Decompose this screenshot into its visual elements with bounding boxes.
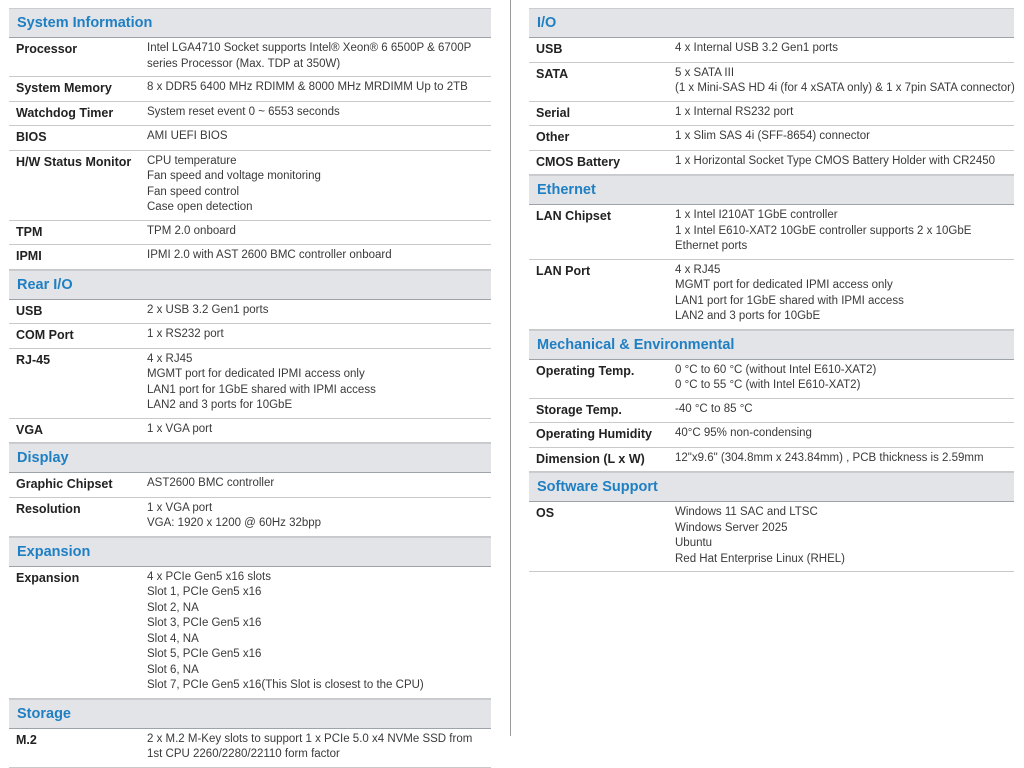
spec-value-line: 4 x RJ45: [675, 263, 721, 276]
spec-label: IPMI: [16, 249, 42, 263]
spec-value-line: LAN1 port for 1GbE shared with IPMI access: [147, 383, 376, 396]
column-divider: [510, 0, 511, 736]
spec-label: CMOS Battery: [536, 154, 621, 169]
spec-row-watchdog-timer: [9, 102, 491, 127]
spec-value: [675, 105, 1014, 122]
spec-value: [675, 426, 1014, 443]
spec-value-line: Slot 3, PCIe Gen5 x16: [147, 617, 262, 629]
spec-row-rj-45: [9, 349, 491, 419]
spec-value-line: MGMT port for dedicated IPMI access only: [675, 279, 893, 291]
spec-row-storage-temp: [529, 399, 1014, 424]
spec-label: Watchdog Timer: [16, 105, 114, 120]
spec-row-m-2: [9, 729, 491, 768]
spec-row-resolution: [9, 498, 491, 537]
spec-row-bios: [9, 126, 491, 151]
spec-value-line: System reset event 0 ~ 6553 seconds: [147, 105, 340, 118]
spec-value: [675, 402, 1014, 419]
spec-value: [675, 208, 1014, 255]
spec-label: Processor: [16, 42, 78, 56]
spec-value-line: Fan speed and voltage monitoring: [147, 170, 321, 182]
spec-value-line: 1 x Intel I210AT 1GbE controller: [675, 209, 838, 221]
spec-row-com-port: [9, 324, 491, 349]
spec-row-serial: [529, 102, 1014, 127]
spec-label: OS: [536, 506, 555, 520]
spec-label: Graphic Chipset: [16, 477, 113, 491]
spec-label: Other: [536, 130, 570, 144]
spec-value: [675, 41, 1014, 58]
spec-value-line: Windows 11 SAC and LTSC: [675, 506, 818, 518]
spec-row-os: [529, 502, 1014, 572]
spec-label: USB: [536, 42, 563, 56]
spec-value-line: 2 x M.2 M-Key slots to support 1 x PCIe 5.0 x4 NVMe SSD from: [147, 732, 473, 745]
spec-value-line: Intel LGA4710 Socket supports Intel® Xeon® 6 6500P & 6700P: [147, 42, 472, 54]
spec-value-line: Case open detection: [147, 201, 253, 213]
section-heading: Display: [9, 443, 491, 473]
spec-value-line: 2 x USB 3.2 Gen1 ports: [147, 303, 269, 316]
spec-row-usb: [9, 300, 491, 325]
spec-value-line: LAN2 and 3 ports for 10GbE: [147, 399, 293, 411]
section-heading: Software Support: [529, 472, 1014, 502]
section-rear-i-o: [9, 270, 491, 444]
spec-value-line: AMI UEFI BIOS: [147, 130, 228, 142]
spec-value-line: 12"x9.6" (304.8mm x 243.84mm) , PCB thickness is 2.59mm: [675, 451, 984, 464]
spec-value-line: 8 x DDR5 6400 MHz RDIMM & 8000 MHz MRDIMM Up to 2TB: [147, 81, 468, 93]
spec-row-lan-port: [529, 260, 1014, 330]
spec-value-line: AST2600 BMC controller: [147, 477, 275, 489]
spec-value-line: 5 x SATA III: [675, 66, 735, 79]
spec-value-line: 1st CPU 2260/2280/22110 form factor: [147, 748, 340, 760]
spec-label: System Memory: [16, 81, 112, 95]
section-mechanical-environmental: [529, 330, 1014, 473]
spec-value-line: 1 x Intel E610-XAT2 10GbE controller supports 2 x 10GbE: [675, 224, 972, 237]
spec-label: Dimension (L x W): [536, 451, 645, 466]
section-heading: Mechanical & Environmental: [529, 330, 1014, 360]
section-expansion: [9, 537, 491, 699]
spec-row-sata: [529, 63, 1014, 102]
spec-label: TPM: [16, 224, 43, 239]
spec-value-line: Red Hat Enterprise Linux (RHEL): [675, 552, 846, 565]
spec-value-line: Slot 2, NA: [147, 601, 199, 614]
spec-value-line: Fan speed control: [147, 185, 240, 198]
spec-value: [675, 154, 1014, 171]
spec-value: [147, 80, 491, 97]
spec-row-other: [529, 126, 1014, 151]
spec-value-line: 1 x RS232 port: [147, 328, 224, 340]
section-storage: [9, 699, 491, 768]
spec-label: LAN Chipset: [536, 209, 611, 223]
spec-label: BIOS: [16, 130, 47, 144]
spec-value-line: 40°C 95% non-condensing: [675, 427, 812, 439]
right-spec-column: [529, 8, 1014, 572]
spec-value: [675, 66, 1015, 97]
spec-value-line: Windows Server 2025: [675, 521, 788, 534]
spec-value: [675, 451, 1014, 468]
spec-label: Operating Temp.: [536, 363, 635, 378]
section-software-support: [529, 472, 1014, 572]
spec-value-line: 0 °C to 55 °C (with Intel E610-XAT2): [675, 379, 861, 391]
spec-row-lan-chipset: [529, 205, 1014, 260]
spec-value: [147, 154, 491, 216]
section-heading: Expansion: [9, 537, 491, 567]
spec-label: Storage Temp.: [536, 402, 622, 417]
spec-value: [675, 129, 1014, 146]
spec-value: [147, 732, 491, 763]
section-heading: System Information: [9, 8, 491, 38]
section-system-information: [9, 8, 491, 270]
spec-value-line: 4 x PCIe Gen5 x16 slots: [147, 570, 272, 583]
spec-label: USB: [16, 303, 43, 318]
spec-value-line: 0 °C to 60 °C (without Intel E610-XAT2): [675, 363, 877, 376]
spec-value-line: Slot 4, NA: [147, 632, 199, 645]
section-display: [9, 443, 491, 537]
spec-value: [675, 363, 1014, 394]
spec-value-line: Slot 7, PCIe Gen5 x16(This Slot is closest to the CPU): [147, 679, 424, 691]
spec-value: [147, 303, 491, 320]
spec-value-line: IPMI 2.0 with AST 2600 BMC controller onboard: [147, 249, 392, 261]
spec-value-line: 4 x Internal USB 3.2 Gen1 ports: [675, 42, 839, 54]
spec-value-line: VGA: 1920 x 1200 @ 60Hz 32bpp: [147, 517, 322, 529]
spec-row-usb: [529, 38, 1014, 63]
spec-value: [675, 263, 1014, 325]
section-heading: Storage: [9, 699, 491, 729]
section-i-o: [529, 8, 1014, 175]
spec-value-line: 1 x Slim SAS 4i (SFF-8654) connector: [675, 130, 870, 142]
spec-value-line: 1 x VGA port: [147, 422, 213, 435]
spec-label: Resolution: [16, 501, 81, 516]
spec-row-vga: [9, 419, 491, 444]
spec-value: [147, 570, 491, 694]
spec-label: LAN Port: [536, 263, 591, 278]
spec-value: [147, 41, 491, 72]
spec-label: SATA: [536, 66, 569, 81]
section-ethernet: [529, 175, 1014, 330]
spec-row-expansion: [9, 567, 491, 699]
spec-value: [147, 501, 491, 532]
spec-value: [147, 352, 491, 414]
spec-label: Operating Humidity: [536, 427, 652, 441]
spec-value-line: 4 x RJ45: [147, 352, 193, 365]
spec-value-line: Slot 6, NA: [147, 663, 199, 676]
section-heading: I/O: [529, 8, 1014, 38]
spec-label: Serial: [536, 105, 571, 120]
spec-row-ipmi: [9, 245, 491, 270]
spec-label: M.2: [16, 732, 37, 747]
spec-value: [147, 327, 491, 344]
spec-value-line: 1 x VGA port: [147, 501, 213, 514]
spec-value-line: Ethernet ports: [675, 240, 748, 252]
spec-value: [147, 422, 491, 439]
spec-row-tpm: [9, 221, 491, 246]
spec-value-line: 1 x Internal RS232 port: [675, 105, 794, 118]
section-heading: Rear I/O: [9, 270, 491, 300]
spec-value-line: series Processor (Max. TDP at 350W): [147, 57, 341, 70]
spec-value-line: MGMT port for dedicated IPMI access only: [147, 368, 365, 380]
spec-row-cmos-battery: [529, 151, 1014, 176]
spec-value-line: LAN1 port for 1GbE shared with IPMI access: [675, 294, 904, 307]
spec-value-line: LAN2 and 3 ports for 10GbE: [675, 310, 821, 322]
spec-row-operating-humidity: [529, 423, 1014, 448]
spec-value: [675, 505, 1014, 567]
spec-label: RJ-45: [16, 352, 51, 367]
spec-value-line: TPM 2.0 onboard: [147, 224, 236, 237]
spec-row-processor: [9, 38, 491, 77]
spec-row-operating-temp: [529, 360, 1014, 399]
spec-value-line: CPU temperature: [147, 154, 237, 167]
left-spec-column: [9, 8, 491, 768]
spec-row-system-memory: [9, 77, 491, 102]
spec-label: Expansion: [16, 570, 80, 585]
spec-value-line: -40 °C to 85 °C: [675, 402, 753, 415]
spec-label: VGA: [16, 422, 44, 437]
spec-value-line: Slot 1, PCIe Gen5 x16: [147, 586, 262, 598]
spec-label: H/W Status Monitor: [16, 154, 132, 169]
spec-value: [147, 224, 491, 241]
spec-value: [147, 248, 491, 265]
spec-row-h-w-status-monitor: [9, 151, 491, 221]
spec-label: COM Port: [16, 328, 74, 342]
spec-value-line: (1 x Mini-SAS HD 4i (for 4 xSATA only) & 1 x 7pin SATA connector): [675, 82, 1015, 94]
spec-value: [147, 476, 491, 493]
spec-value: [147, 105, 491, 122]
spec-value-line: Slot 5, PCIe Gen5 x16: [147, 648, 262, 660]
spec-row-dimension-l-x-w: [529, 448, 1014, 473]
spec-row-graphic-chipset: [9, 473, 491, 498]
spec-value-line: 1 x Horizontal Socket Type CMOS Battery Holder with CR2450: [675, 154, 996, 167]
spec-value-line: Ubuntu: [675, 537, 713, 549]
section-heading: Ethernet: [529, 175, 1014, 205]
spec-value: [147, 129, 491, 146]
